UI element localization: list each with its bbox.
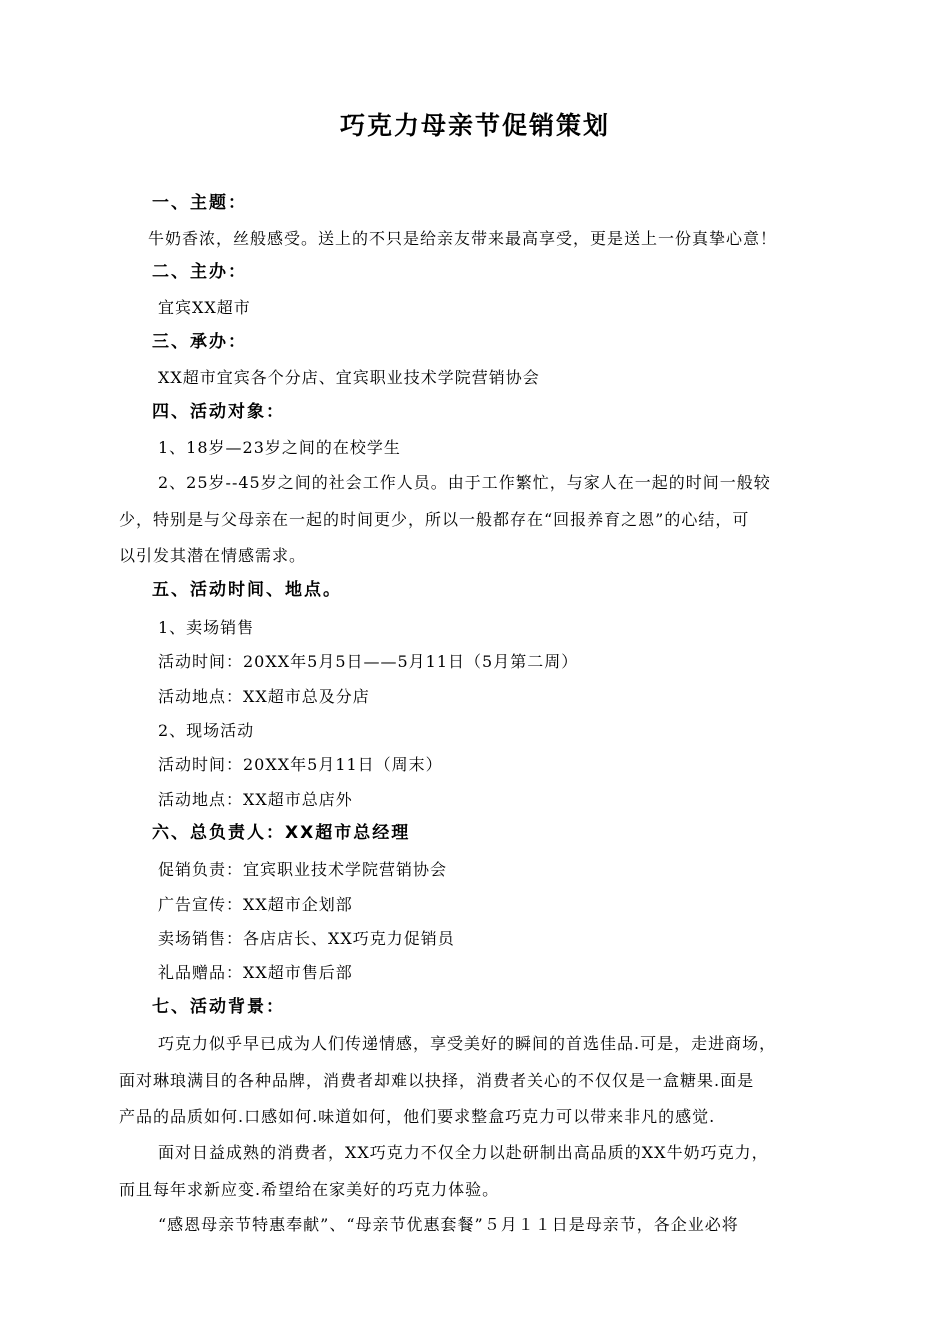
body-line: 1、卖场销售	[158, 618, 255, 637]
document-title: 巧克力母亲节促销策划	[339, 111, 610, 140]
body-line: XX超市宜宾各个分店、宜宾职业技术学院营销协会	[158, 368, 540, 387]
section-heading-host: 二、主办：	[152, 262, 247, 282]
body-line: 1、18岁—23岁之间的在校学生	[158, 438, 401, 457]
body-line: 宜宾XX超市	[158, 298, 251, 317]
body-line: 活动地点：XX超市总及分店	[158, 687, 370, 706]
section-heading-responsible: 六、总负责人：XX超市总经理	[152, 823, 411, 843]
body-line: 2、25岁--45岁之间的社会工作人员。由于工作繁忙，与家人在一起的时间一般较	[158, 473, 771, 492]
body-line: 牛奶香浓，丝般感受。送上的不只是给亲友带来最高享受，更是送上一份真挚心意！	[148, 229, 778, 248]
body-line: 活动时间：20XX年5月11日（周末）	[158, 755, 443, 774]
body-line: 以引发其潜在情感需求。	[119, 546, 307, 565]
body-line: 面对日益成熟的消费者，XX巧克力不仅全力以赴研制出高品质的XX牛奶巧克力，	[158, 1143, 769, 1162]
section-heading-time-place: 五、活动时间、地点。	[152, 580, 342, 600]
body-line: 活动时间：20XX年5月5日——5月11日（5月第二周）	[158, 652, 579, 671]
body-line: 卖场销售：各店店长、XX巧克力促销员	[158, 929, 455, 948]
section-heading-audience: 四、活动对象：	[152, 402, 285, 422]
body-line: 2、现场活动	[158, 721, 255, 740]
body-line: 巧克力似乎早已成为人们传递情感，享受美好的瞬间的首选佳品.可是，走进商场，	[158, 1034, 777, 1053]
body-line: 活动地点：XX超市总店外	[158, 790, 353, 809]
body-line: 而且每年求新应变.希望给在家美好的巧克力体验。	[119, 1180, 500, 1199]
body-line: 少，特别是与父母亲在一起的时间更少，所以一般都存在“回报养育之恩”的心结，可	[119, 510, 750, 529]
body-line: 促销负责：宜宾职业技术学院营销协会	[158, 860, 448, 879]
body-line: 面对琳琅满目的各种品牌，消费者却难以抉择，消费者关心的不仅仅是一盒糖果.面是	[119, 1071, 755, 1090]
section-heading-background: 七、活动背景：	[152, 997, 285, 1017]
section-heading-organizer: 三、承办：	[152, 332, 247, 352]
body-line: 礼品赠品：XX超市售后部	[158, 963, 353, 982]
body-line: 广告宣传：XX超市企划部	[158, 895, 353, 914]
body-line: “感恩母亲节特惠奉献”、“母亲节优惠套餐”５月１１日是母亲节，各企业必将	[158, 1215, 739, 1234]
section-heading-theme: 一、主题：	[152, 193, 247, 213]
body-line: 产品的品质如何.口感如何.味道如何，他们要求整盒巧克力可以带来非凡的感觉.	[119, 1107, 716, 1126]
